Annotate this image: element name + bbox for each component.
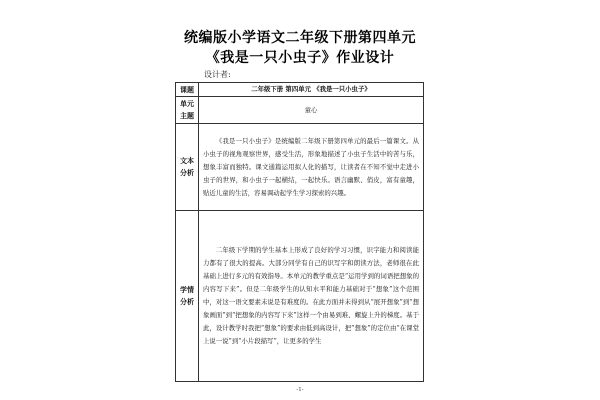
document-title-line2: 《我是一只小虫子》作业设计: [205, 50, 395, 66]
unit-theme-label: 单元主题: [176, 97, 199, 124]
student-analysis-label: 学情分析: [176, 211, 199, 382]
text-analysis-label: 文本分析: [176, 124, 199, 211]
table-row-unit-theme: [176, 97, 424, 124]
student-analysis-paragraph: 二年级下学期的学生基本上形成了良好的学习习惯，识字能力和阅读能力都有了很大的提高。大部分同学有自己的识写字和朗读方法，老师很在此基础上进行多元的有效指导。本单元的教学重点是“运用学到的词语把想象的内容写下来”。但是二年级学生的认知水平和能力基础对于“想象”这个范围中，对这一语文要素未说是有难度的。在此方面并未得到从“展开想象”到“想象画面”到“把想象的内容写下来”这样一个由易到难、螺旋上升的梯度。基于此，设计教学时我把“想象”的要求由低到高设计，把“想象”的定位由“在课堂上说一说”到“小片段描写”，让更多的学生: [203, 246, 419, 345]
student-analysis-cell: [199, 211, 424, 382]
page-number: -1-: [296, 387, 304, 393]
table-row-course: [176, 83, 424, 97]
document-title-line1: 统编版小学语文二年级下册第四单元: [184, 30, 416, 46]
course-label: 课题: [176, 83, 199, 97]
table-row-text-analysis: [176, 124, 424, 211]
unit-theme-value: 童心: [199, 97, 424, 124]
text-analysis-cell: [199, 124, 424, 211]
designer-label: 设计者:: [204, 70, 231, 79]
course-value: 二年级下册 第四单元 《我是一只小虫子》: [199, 83, 424, 97]
lesson-design-table: [175, 82, 424, 382]
table-row-student-analysis: [176, 211, 424, 382]
text-analysis-paragraph: 《我是一只小虫子》是统编版二年级下册第四单元的最后一篇课文。从小虫子的视角观察世界，感受生活，形象地描述了小虫子生活中的苦与乐，想象丰富而独特。课文通篇运用拟人化的描写，让读者在不知不觉中走进小虫子的世界，和小虫子一起横结，一起快乐。语言幽默、俏皮，富有童趣，贴近儿童的生活，容易调动起学生学习探索的兴趣。: [203, 136, 419, 197]
